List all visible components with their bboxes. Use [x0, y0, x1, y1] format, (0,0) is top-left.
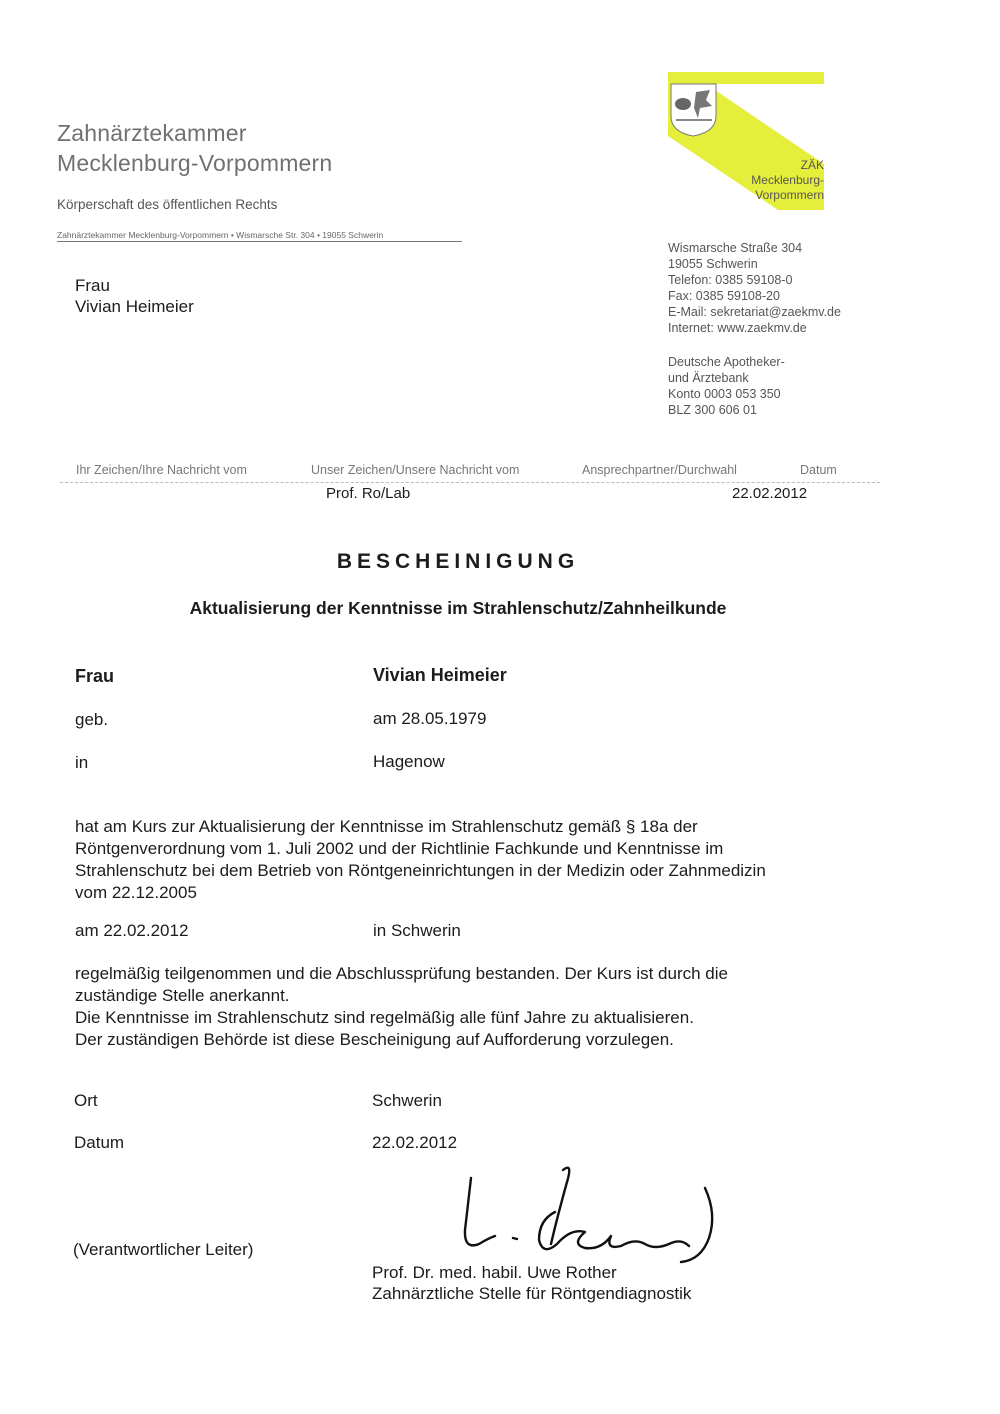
person-name: Vivian Heimeier: [373, 665, 507, 685]
recipient-salutation: Frau: [75, 276, 110, 295]
org-name-line2: Mecklenburg-Vorpommern: [57, 150, 333, 176]
ort-value: Schwerin: [372, 1091, 442, 1110]
bank-line: und Ärztebank: [668, 371, 749, 385]
bank-block: [668, 354, 785, 418]
birthplace-label: in: [75, 753, 89, 772]
course-date: am 22.02.2012: [75, 921, 189, 940]
paragraph-line: zuständige Stelle anerkannt.: [75, 986, 290, 1005]
contact-website: Internet: www.zaekmv.de: [668, 321, 807, 335]
bank-account: Konto 0003 053 350: [668, 387, 781, 401]
datum-label: Datum: [74, 1133, 125, 1152]
paragraph-line: Der zuständigen Behörde ist diese Bescheinigung auf Aufforderung vorzulegen.: [75, 1030, 674, 1049]
paragraph-line: hat am Kurs zur Aktualisierung der Kenntnisse im Strahlenschutz gemäß § 18a der: [75, 817, 698, 836]
logo-text-line: Mecklenburg-: [751, 173, 824, 187]
datum-value: 22.02.2012: [372, 1133, 458, 1152]
recipient-name: Vivian Heimeier: [75, 297, 194, 316]
birthplace-value: Hagenow: [373, 752, 445, 771]
document-subtitle: Aktualisierung der Kenntnisse im Strahlenschutz/Zahnheilkunde: [189, 598, 727, 618]
our-reference: Prof. Ro/Lab: [326, 485, 411, 502]
org-name-line1: Zahnärztekammer: [57, 120, 247, 146]
bank-code: BLZ 300 606 01: [668, 403, 757, 417]
handwritten-signature: [455, 1158, 725, 1270]
course-place: in Schwerin: [373, 921, 461, 940]
document-title: BESCHEINIGUNG: [336, 550, 580, 573]
ort-label: Ort: [74, 1091, 98, 1110]
signer-block: [372, 1262, 691, 1304]
letter-date: 22.02.2012: [732, 485, 808, 502]
paragraph-result: [75, 963, 728, 1051]
paragraph-line: vom 22.12.2005: [75, 883, 197, 902]
contact-phone: Telefon: 0385 59108-0: [668, 273, 793, 287]
ref-label-our-ref: Unser Zeichen/Unsere Nachricht vom: [311, 463, 520, 477]
paragraph-line: regelmäßig teilgenommen und die Abschlussprüfung bestanden. Der Kurs ist durch die: [75, 964, 728, 983]
sender-address-line: Zahnärztekammer Mecklenburg-Vorpommern • Wismarsche Str. 304 • 19055 Schwerin: [57, 230, 462, 242]
contact-email: E-Mail: sekretariat@zaekmv.de: [668, 305, 841, 319]
ref-label-date: Datum: [800, 463, 837, 477]
logo-text-line: Vorpommern: [755, 188, 824, 202]
contact-block: [668, 240, 841, 336]
coat-of-arms-icon: [671, 84, 716, 136]
contact-street: Wismarsche Straße 304: [668, 241, 803, 255]
signer-role: Zahnärztliche Stelle für Röntgendiagnostik: [372, 1284, 692, 1303]
contact-fax: Fax: 0385 59108-20: [668, 289, 780, 303]
ref-label-your-ref: Ihr Zeichen/Ihre Nachricht vom: [76, 463, 247, 477]
logo-text-line: ZÄK: [800, 158, 824, 172]
born-label: geb.: [75, 710, 109, 729]
bank-line: Deutsche Apotheker-: [668, 355, 785, 369]
logo-text: [740, 158, 824, 203]
reference-divider: [60, 482, 880, 483]
born-value: am 28.05.1979: [373, 709, 487, 728]
org-legal-form: Körperschaft des öffentlichen Rechts: [57, 197, 278, 212]
paragraph-course: [75, 816, 766, 904]
ref-label-contact: Ansprechpartner/Durchwahl: [582, 463, 737, 477]
paragraph-line: Röntgenverordnung vom 1. Juli 2002 und der Richtlinie Fachkunde und Kenntnisse im: [75, 839, 724, 858]
paragraph-line: Die Kenntnisse im Strahlenschutz sind regelmäßig alle fünf Jahre zu aktualisieren.: [75, 1008, 694, 1027]
signer-name: Prof. Dr. med. habil. Uwe Rother: [372, 1263, 617, 1282]
contact-city: 19055 Schwerin: [668, 257, 758, 271]
paragraph-line: Strahlenschutz bei dem Betrieb von Röntgeneinrichtungen in der Medizin oder Zahnmedizin: [75, 861, 766, 880]
person-salutation: Frau: [75, 666, 115, 686]
leader-label: (Verantwortlicher Leiter): [73, 1240, 254, 1259]
